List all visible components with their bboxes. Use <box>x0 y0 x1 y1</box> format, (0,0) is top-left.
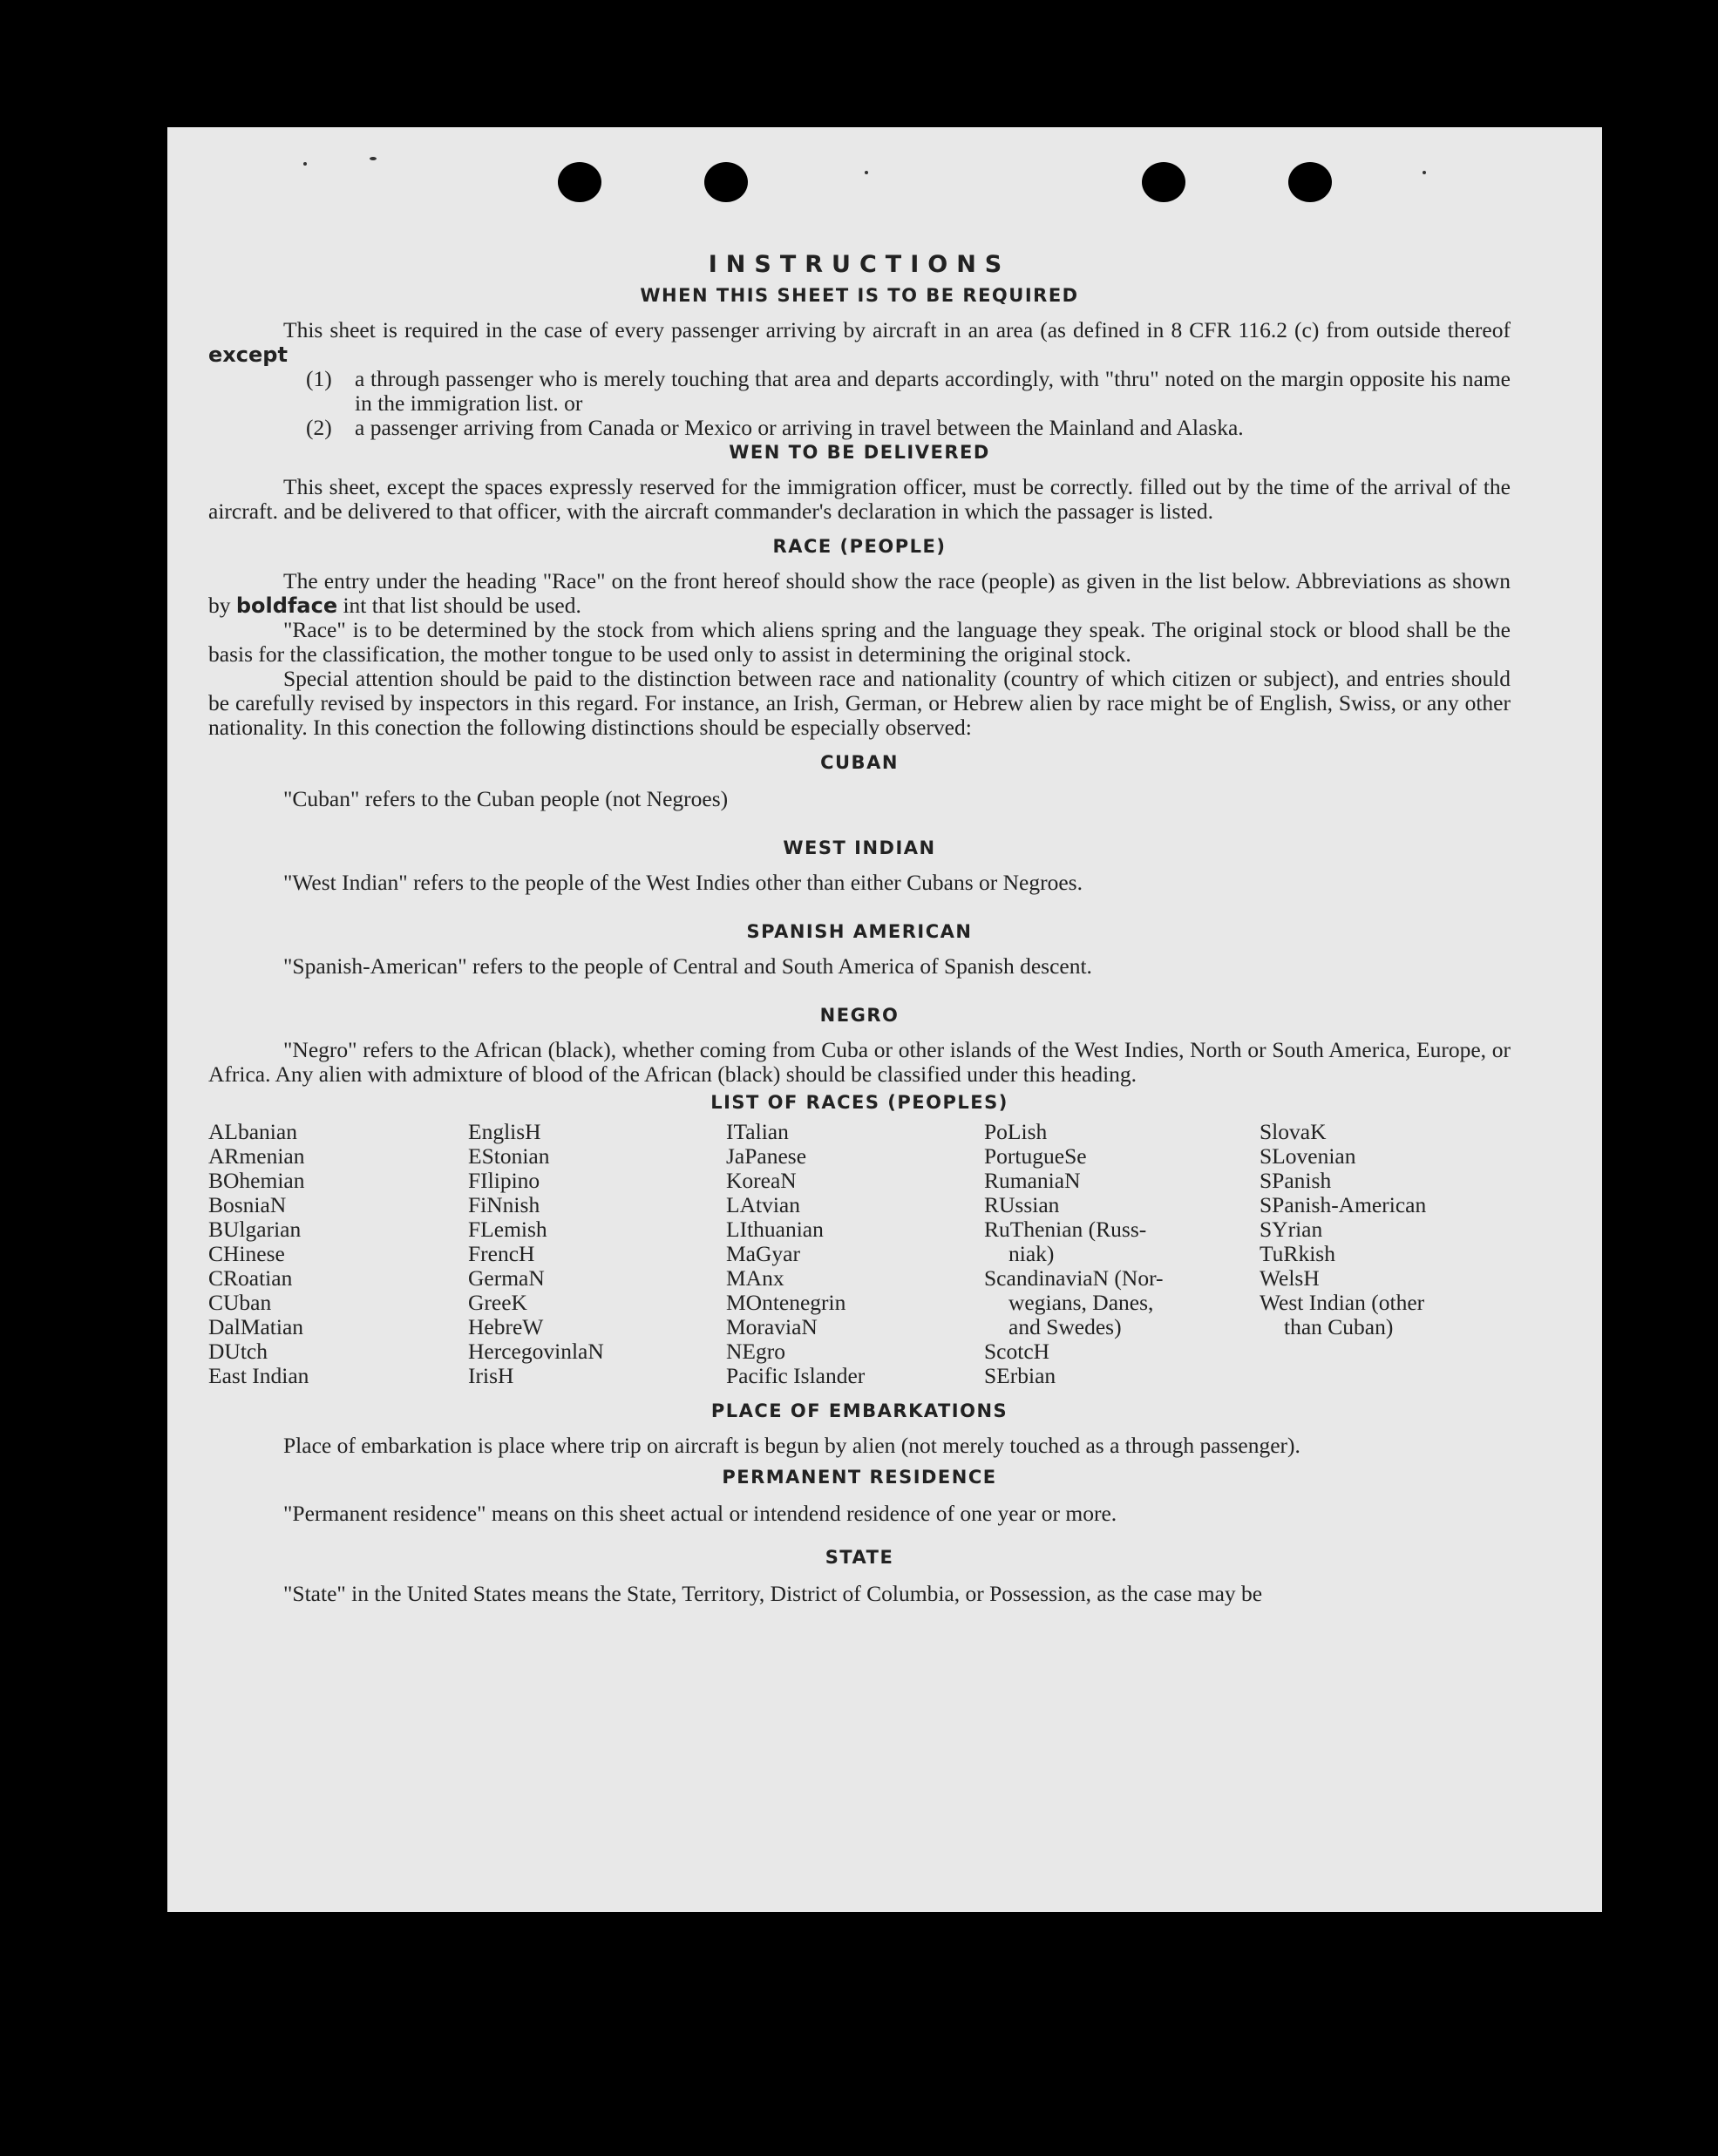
race-entry-continuation: wegians, Danes, <box>1008 1290 1154 1315</box>
punch-hole <box>1288 162 1332 202</box>
race-entry-continuation: than Cuban) <box>1284 1314 1394 1339</box>
heading-permanent-residence: PERMANENT RESIDENCE <box>722 1467 997 1488</box>
delivered-text: This sheet, except the spaces expressly reserved for the immigration officer, must be correctly. filled out by the time of the arrival of the aircraft. and be delivered to that officer, with the aircraft commander's declaration in which the passager is listed. <box>208 474 1511 524</box>
heading-delivered: WEN TO BE DELIVERED <box>729 442 990 463</box>
dust-speck <box>303 162 307 166</box>
negro-text: "Negro" refers to the African (black), whether coming from Cuba or other islands of the West Indies, North or South America, Europe, or Africa. Any alien with admixture of blood of the African (black) should be classified under this heading. <box>208 1037 1511 1087</box>
race-entry: SYrian <box>1260 1217 1323 1242</box>
west-indian-text: "West Indian" refers to the people of the West Indies other than either Cubans or Negroes. <box>283 870 1083 895</box>
heading-west-indian: WEST INDIAN <box>783 837 936 858</box>
race-entry: West Indian (other <box>1260 1290 1425 1315</box>
race-entry: ITalian <box>726 1119 789 1144</box>
race-entry: GreeK <box>468 1290 527 1315</box>
race-entry: RumaniaN <box>984 1168 1081 1193</box>
race-entry: PoLish <box>984 1119 1048 1144</box>
race-entry: HercegovinlaN <box>468 1339 604 1364</box>
race-entry: SLovenian <box>1260 1143 1356 1169</box>
race-entry: CHinese <box>208 1241 285 1266</box>
race-entry: East Indian <box>208 1363 309 1388</box>
race-paragraph-1: The entry under the heading "Race" on the front hereof should show the race (people) as given in the list below. Abbreviations as shown by boldface int that list should be used. <box>208 568 1511 618</box>
heading-race: RACE (PEOPLE) <box>772 536 947 557</box>
race-entry: RuThenian (Russ- <box>984 1217 1147 1242</box>
race-entry: BosniaN <box>208 1192 287 1217</box>
race-entry: KoreaN <box>726 1168 797 1193</box>
instructions-content <box>208 251 1511 1606</box>
race-entry: FiNnish <box>468 1192 540 1217</box>
races-column-3 <box>726 1120 984 1388</box>
exception-item-2: (2) a passenger arriving from Canada or Mexico or arriving in travel between the Mainland and Alaska. <box>306 415 1244 440</box>
race-entry: MaGyar <box>726 1241 800 1266</box>
race-entry: FIlipino <box>468 1168 540 1193</box>
race-entry: LAtvian <box>726 1192 800 1217</box>
punch-hole <box>558 162 601 202</box>
race-entry: CRoatian <box>208 1265 293 1291</box>
punch-hole <box>1142 162 1185 202</box>
race-entry: IrisH <box>468 1363 514 1388</box>
instruction-sheet <box>167 127 1602 1912</box>
race-entry: Pacific Islander <box>726 1363 866 1388</box>
races-list <box>208 1120 1511 1388</box>
race-entry: BOhemian <box>208 1168 305 1193</box>
dust-speck <box>370 157 377 160</box>
race-entry: TuRkish <box>1260 1241 1335 1266</box>
race-entry: ARmenian <box>208 1143 305 1169</box>
race-entry: PortugueSe <box>984 1143 1087 1169</box>
race-entry: NEgro <box>726 1339 785 1364</box>
race-entry: DalMatian <box>208 1314 304 1339</box>
race-entry: EStonian <box>468 1143 550 1169</box>
race-entry: MOntenegrin <box>726 1290 846 1315</box>
heading-embarkation: PLACE OF EMBARKATIONS <box>710 1400 1008 1421</box>
race-entry: DUtch <box>208 1339 268 1364</box>
race-entry: SPanish <box>1260 1168 1332 1193</box>
punch-hole <box>704 162 748 202</box>
races-column-5 <box>1260 1120 1486 1388</box>
race-entry: ScotcH <box>984 1339 1050 1364</box>
race-entry: HebreW <box>468 1314 544 1339</box>
race-entry: RUssian <box>984 1192 1060 1217</box>
dust-speck <box>1423 171 1426 174</box>
race-entry: SPanish-American <box>1260 1192 1427 1217</box>
residence-text: "Permanent residence" means on this sheet actual or intendend residence of one year or more. <box>283 1501 1117 1526</box>
race-entry: EnglisH <box>468 1119 541 1144</box>
race-entry-continuation: and Swedes) <box>1008 1314 1122 1339</box>
race-entry: BUlgarian <box>208 1217 302 1242</box>
page-title: INSTRUCTIONS <box>708 251 1011 278</box>
race-entry: JaPanese <box>726 1143 807 1169</box>
cuban-text: "Cuban" refers to the Cuban people (not Negroes) <box>283 786 729 811</box>
heading-required: WHEN THIS SHEET IS TO BE REQUIRED <box>640 285 1079 306</box>
race-entry: ALbanian <box>208 1119 297 1144</box>
heading-negro: NEGRO <box>819 1005 900 1026</box>
dust-speck <box>865 171 868 174</box>
race-paragraph-3: Special attention should be paid to the distinction between race and nationality (country of which citizen or subject), and entries should be carefully revised by inspectors in this regard. For instance, an Irish, German, or Hebrew alien by race might be of English, Swiss, or any other nationality. In this conection the following distinctions should be especially observed: <box>208 666 1511 740</box>
race-entry: WelsH <box>1260 1265 1320 1291</box>
heading-cuban: CUBAN <box>820 752 899 773</box>
race-entry: FrencH <box>468 1241 535 1266</box>
except-emphasis: except <box>208 342 288 367</box>
race-entry: GermaN <box>468 1265 545 1291</box>
race-entry: ScandinaviaN (Nor- <box>984 1265 1164 1291</box>
boldface-emphasis: boldface <box>235 593 338 618</box>
heading-list-of-races: LIST OF RACES (PEOPLES) <box>710 1092 1008 1113</box>
exception-item-1: (1) a through passenger who is merely touching that area and departs accordingly, with "thru" noted on the margin opposite his name in the immigration list. or <box>306 366 1511 416</box>
race-paragraph-2: "Race" is to be determined by the stock from which aliens spring and the language they speak. The original stock or blood shall be the basis for the classification, the mother tongue to be used only to assist in determining the original stock. <box>208 617 1511 667</box>
spanish-american-text: "Spanish-American" refers to the people of Central and South America of Spanish descent. <box>283 953 1092 979</box>
race-entry: CUban <box>208 1290 272 1315</box>
race-entry: LIthuanian <box>726 1217 824 1242</box>
race-entry: SlovaK <box>1260 1119 1327 1144</box>
state-text: "State" in the United States means the State, Territory, District of Columbia, or Possession, as the case may be <box>283 1581 1263 1606</box>
heading-spanish-american: SPANISH AMERICAN <box>746 921 973 942</box>
race-entry: MAnx <box>726 1265 784 1291</box>
races-column-2 <box>468 1120 726 1388</box>
race-entry: SErbian <box>984 1363 1056 1388</box>
race-entry: MoraviaN <box>726 1314 818 1339</box>
heading-state: STATE <box>825 1547 894 1568</box>
race-entry-continuation: niak) <box>1008 1241 1055 1266</box>
races-column-1 <box>208 1120 468 1388</box>
races-column-4 <box>984 1120 1260 1388</box>
race-entry: FLemish <box>468 1217 547 1242</box>
required-intro: This sheet is required in the case of every passenger arriving by aircraft in an area (as defined in 8 CFR 116.2 (c) from outside thereof except <box>208 317 1511 367</box>
embarkation-text: Place of embarkation is place where trip on aircraft is begun by alien (not merely touched as a through passenger). <box>283 1433 1300 1458</box>
